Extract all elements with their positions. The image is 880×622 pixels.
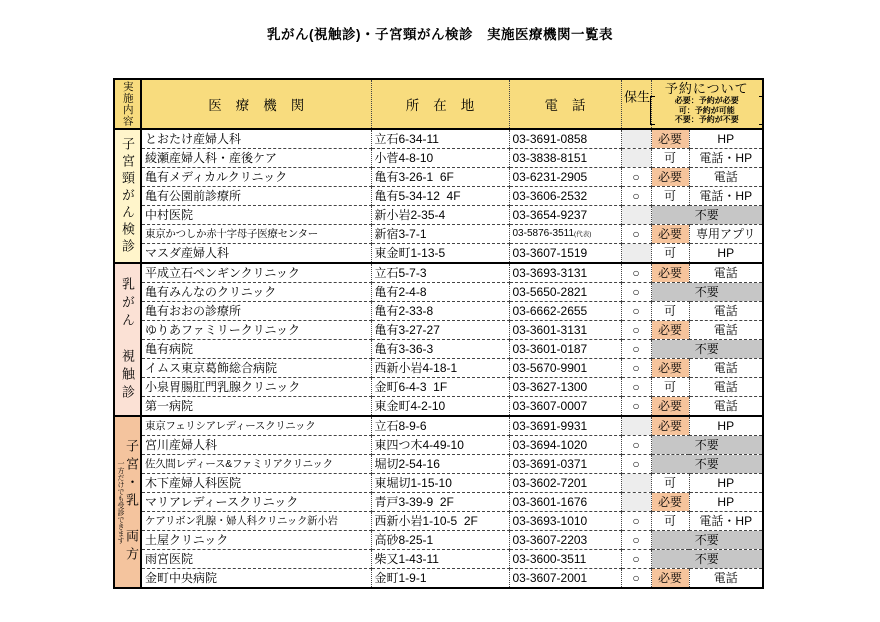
header-institution: [141, 79, 371, 129]
reservation-status-cell: 可: [651, 244, 689, 264]
phone-cell: 03-3838-8151: [509, 149, 621, 168]
reservation-status-cell: 必要: [651, 416, 689, 436]
table-row: [114, 455, 763, 474]
reservation-method-cell: HP: [689, 129, 763, 149]
table-row: [114, 129, 763, 149]
table-row: [114, 149, 763, 168]
section-label-wrap: [115, 417, 140, 587]
insurance-cell: [621, 206, 651, 225]
header-phone-label: 電話: [544, 98, 600, 113]
address-cell: 亀有3-26-1 6F: [371, 168, 509, 187]
insurance-cell: ○: [621, 531, 651, 550]
page-title: 乳がん(視触診)・子宮頸がん検診 実施医療機関一覧表: [267, 27, 613, 42]
institution-name-cell: イムス東京葛飾総合病院: [141, 359, 371, 378]
table-row: [114, 359, 763, 378]
reservation-method-cell: 電話・HP: [689, 187, 763, 206]
reservation-status-cell: 必要: [651, 569, 689, 589]
insurance-cell: ○: [621, 321, 651, 340]
phone-cell: 03-3693-3131: [509, 263, 621, 283]
address-cell: 西新小岩1-10-5 2F: [371, 512, 509, 531]
table-row: [114, 225, 763, 244]
table-body: [114, 129, 763, 588]
insurance-cell: [621, 416, 651, 436]
table-row: [114, 493, 763, 512]
reservation-status-cell: 必要: [651, 359, 689, 378]
insurance-cell: [621, 129, 651, 149]
insurance-cell: ○: [621, 359, 651, 378]
address-cell: 東金町4-2-10: [371, 397, 509, 417]
phone-cell: 03-3600-3511: [509, 550, 621, 569]
table-row: [114, 168, 763, 187]
phone-cell: 03-3694-1020: [509, 436, 621, 455]
phone-cell: 03-3601-3131: [509, 321, 621, 340]
reservation-status-cell: 可: [651, 149, 689, 168]
institution-name-cell: 雨宮医院: [141, 550, 371, 569]
header-address: [371, 79, 509, 129]
reservation-notneeded-cell: 不要: [651, 455, 763, 474]
legend-line-possible: 可：予約が可能: [678, 105, 735, 115]
reservation-status-cell: 必要: [651, 493, 689, 512]
insurance-cell: ○: [621, 550, 651, 569]
insurance-cell: ○: [621, 340, 651, 359]
reservation-method-cell: HP: [689, 244, 763, 264]
header-row: [114, 79, 763, 129]
table-row: [114, 436, 763, 455]
reservation-method-cell: 専用アプリ: [689, 225, 763, 244]
reservation-status-cell: 可: [651, 187, 689, 206]
address-cell: 小菅4-8-10: [371, 149, 509, 168]
insurance-cell: [621, 493, 651, 512]
reservation-method-cell: 電話・HP: [689, 512, 763, 531]
insurance-cell: ○: [621, 168, 651, 187]
institutions-table-wrap: [113, 78, 764, 589]
institution-name-cell: 佐久間レディース&ファミリアクリニック: [141, 455, 371, 474]
phone-cell: 03-3607-2203: [509, 531, 621, 550]
phone-cell: 03-3601-1676: [509, 493, 621, 512]
phone-cell: 03-3627-1300: [509, 378, 621, 397]
institution-name-cell: 平成立石ペンギンクリニック: [141, 263, 371, 283]
reservation-method-cell: 電話: [689, 397, 763, 417]
phone-cell: 03-3691-0371: [509, 455, 621, 474]
reservation-status-cell: 可: [651, 512, 689, 531]
table-row: [114, 321, 763, 340]
reservation-status-cell: 必要: [651, 168, 689, 187]
institution-name-cell: マリアレディースクリニック: [141, 493, 371, 512]
phone-cell: 03-3602-7201: [509, 474, 621, 493]
phone-cell: 03-6662-2655: [509, 302, 621, 321]
address-cell: 亀有3-27-27: [371, 321, 509, 340]
reservation-method-cell: HP: [689, 493, 763, 512]
phone-cell: 03-3693-1010: [509, 512, 621, 531]
reservation-method-cell: 電話: [689, 263, 763, 283]
header-reservation: [651, 79, 763, 129]
reservation-notneeded-cell: 不要: [651, 436, 763, 455]
reservation-status-cell: 必要: [651, 129, 689, 149]
header-insurance-label: 生保: [622, 90, 650, 120]
table-row: [114, 340, 763, 359]
reservation-method-cell: HP: [689, 416, 763, 436]
reservation-method-cell: 電話・HP: [689, 149, 763, 168]
institution-name-cell: ケアリボン乳腺・婦人科クリニック新小岩: [141, 512, 371, 531]
institutions-table: [113, 78, 764, 589]
reservation-notneeded-cell: 不要: [651, 206, 763, 225]
header-insurance: [621, 79, 651, 129]
reservation-status-cell: 可: [651, 302, 689, 321]
reservation-notneeded-cell: 不要: [651, 550, 763, 569]
table-row: [114, 302, 763, 321]
institution-name-cell: 小泉胃腸肛門乳腺クリニック: [141, 378, 371, 397]
reservation-notneeded-cell: 不要: [651, 283, 763, 302]
phone-cell: 03-5650-2821: [509, 283, 621, 302]
insurance-cell: [621, 244, 651, 264]
table-row: [114, 187, 763, 206]
phone-cell: 03-3654-9237: [509, 206, 621, 225]
reservation-status-cell: 可: [651, 474, 689, 493]
institution-name-cell: 亀有公園前診療所: [141, 187, 371, 206]
section-label-wrap: [115, 130, 140, 262]
institution-name-cell: 東京かつしか赤十字母子医療センター: [141, 225, 371, 244]
section-label-wrap: [115, 264, 140, 415]
reservation-method-cell: 電話: [689, 321, 763, 340]
header-implementation-label: 実施内容: [121, 81, 134, 127]
table-row: [114, 206, 763, 225]
address-cell: 東堀切1-15-10: [371, 474, 509, 493]
table-row: [114, 244, 763, 264]
reservation-method-cell: 電話: [689, 378, 763, 397]
address-cell: 亀有3-36-3: [371, 340, 509, 359]
institution-name-cell: とおたけ産婦人科: [141, 129, 371, 149]
section-label-text: 子宮・乳 両方: [124, 439, 139, 565]
table-row: [114, 283, 763, 302]
reservation-method-cell: 電話: [689, 168, 763, 187]
table-row: [114, 416, 763, 436]
insurance-cell: [621, 474, 651, 493]
insurance-cell: ○: [621, 283, 651, 302]
reservation-status-cell: 可: [651, 378, 689, 397]
insurance-cell: ○: [621, 397, 651, 417]
address-cell: 立石5-7-3: [371, 263, 509, 283]
address-cell: 新宿3-7-1: [371, 225, 509, 244]
institution-name-cell: 綾瀬産婦人科・産後ケア: [141, 149, 371, 168]
reservation-title: 予約について: [664, 81, 749, 97]
address-cell: 亀有5-34-12 4F: [371, 187, 509, 206]
table-row: [114, 550, 763, 569]
institution-name-cell: 亀有みんなのクリニック: [141, 283, 371, 302]
reservation-status-cell: 必要: [651, 321, 689, 340]
reservation-legend: [657, 96, 757, 125]
header-implementation: [114, 79, 141, 129]
header-phone: [509, 79, 621, 129]
phone-cell: 03-5876-3511(代表): [509, 225, 621, 244]
address-cell: 堀切2-54-16: [371, 455, 509, 474]
reservation-method-cell: HP: [689, 474, 763, 493]
section-label-breast: [114, 263, 141, 416]
table-row: [114, 569, 763, 589]
table-row: [114, 512, 763, 531]
address-cell: 高砂8-25-1: [371, 531, 509, 550]
address-cell: 新小岩2-35-4: [371, 206, 509, 225]
legend-line-required: 必要：予約が必要: [674, 96, 739, 106]
institution-name-cell: マスダ産婦人科: [141, 244, 371, 264]
section-label-both: [114, 416, 141, 588]
table-row: [114, 397, 763, 417]
institution-name-cell: ゆりあファミリークリニック: [141, 321, 371, 340]
reservation-header-box: [652, 81, 763, 127]
address-cell: 西新小岩4-18-1: [371, 359, 509, 378]
section-label-text: 子宮頸がん検診: [120, 136, 135, 256]
reservation-status-cell: 必要: [651, 263, 689, 283]
insurance-cell: [621, 149, 651, 168]
address-cell: 青戸3-39-9 2F: [371, 493, 509, 512]
insurance-cell: ○: [621, 436, 651, 455]
reservation-notneeded-cell: 不要: [651, 531, 763, 550]
insurance-cell: ○: [621, 569, 651, 589]
reservation-method-cell: 電話: [689, 569, 763, 589]
phone-cell: 03-3691-9931: [509, 416, 621, 436]
reservation-notneeded-cell: 不要: [651, 340, 763, 359]
reservation-status-cell: 必要: [651, 225, 689, 244]
institution-name-cell: 東京フェリシアレディースクリニック: [141, 416, 371, 436]
phone-cell: 03-5670-9901: [509, 359, 621, 378]
table-row: [114, 531, 763, 550]
address-cell: 金町6-4-3 1F: [371, 378, 509, 397]
address-cell: 立石8-9-6: [371, 416, 509, 436]
institution-name-cell: 亀有メディカルクリニック: [141, 168, 371, 187]
institution-name-cell: 第一病院: [141, 397, 371, 417]
header-address-label: 所在地: [405, 98, 489, 113]
address-cell: 東金町1-13-5: [371, 244, 509, 264]
insurance-cell: ○: [621, 378, 651, 397]
institution-name-cell: 亀有病院: [141, 340, 371, 359]
table-row: [114, 378, 763, 397]
header-institution-label: 医療機関: [208, 98, 319, 113]
reservation-status-cell: 必要: [651, 397, 689, 417]
phone-cell: 03-3606-2532: [509, 187, 621, 206]
institution-name-cell: 木下産婦人科医院: [141, 474, 371, 493]
phone-cell: 03-3607-0007: [509, 397, 621, 417]
table-header: [114, 79, 763, 129]
institution-name-cell: 中村医院: [141, 206, 371, 225]
phone-note: (代表): [574, 230, 592, 238]
table-row: [114, 263, 763, 283]
table-row: [114, 474, 763, 493]
institution-name-cell: 亀有おおの診療所: [141, 302, 371, 321]
reservation-method-cell: 電話: [689, 302, 763, 321]
section-label-cervical: [114, 129, 141, 263]
phone-cell: 03-6231-2905: [509, 168, 621, 187]
phone-cell: 03-3601-0187: [509, 340, 621, 359]
address-cell: 東四つ木4-49-10: [371, 436, 509, 455]
insurance-cell: ○: [621, 225, 651, 244]
phone-cell: 03-3607-1519: [509, 244, 621, 264]
insurance-cell: ○: [621, 263, 651, 283]
institution-name-cell: 金町中央病院: [141, 569, 371, 589]
address-cell: 亀有2-33-8: [371, 302, 509, 321]
section-label-note: 一方だけでも受診できます: [117, 460, 124, 544]
address-cell: 金町1-9-1: [371, 569, 509, 589]
insurance-cell: ○: [621, 187, 651, 206]
reservation-method-cell: 電話: [689, 359, 763, 378]
section-label-text: 乳がん 視触診: [120, 276, 135, 403]
insurance-cell: ○: [621, 455, 651, 474]
phone-cell: 03-3607-2001: [509, 569, 621, 589]
insurance-cell: ○: [621, 302, 651, 321]
institution-name-cell: 土屋クリニック: [141, 531, 371, 550]
phone-cell: 03-3691-0858: [509, 129, 621, 149]
address-cell: 亀有2-4-8: [371, 283, 509, 302]
insurance-cell: ○: [621, 512, 651, 531]
institution-name-cell: 宮川産婦人科: [141, 436, 371, 455]
legend-line-notneeded: 不要：予約が不要: [674, 115, 739, 125]
address-cell: 柴又1-43-11: [371, 550, 509, 569]
address-cell: 立石6-34-11: [371, 129, 509, 149]
